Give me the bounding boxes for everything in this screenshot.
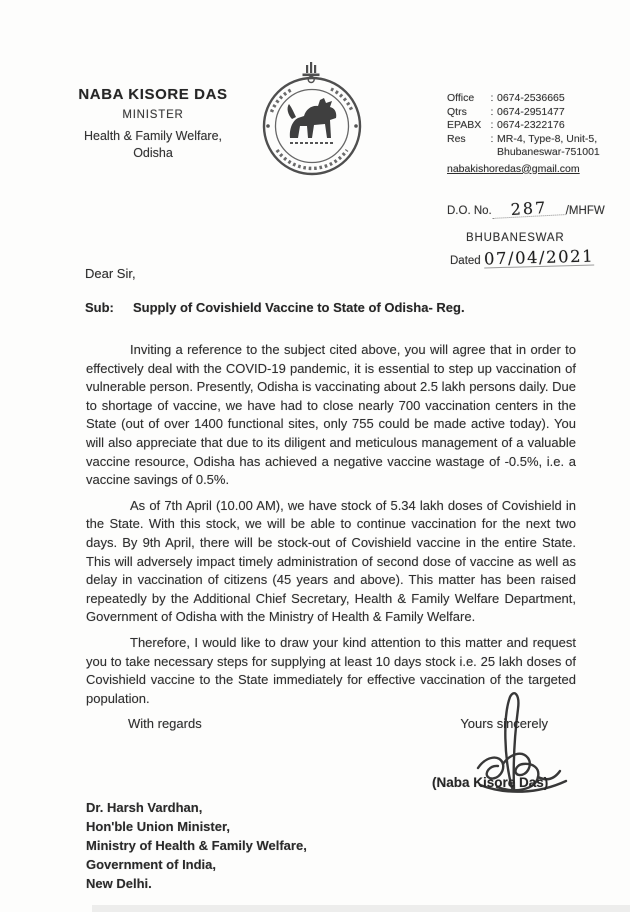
paragraph-1: Inviting a reference to the subject cited above, you will agree that in order to effectively deal with the COVID-19 pandemic, it is essential to step up vaccination of vulnerable person. Presently, Odisha is vaccinating about 2.5 lakh persons daily. Due to shortage of vaccine, we have had to close nearly 700 vaccination centers in the State (out of over 1400 functional sites, only 755 could be made active today). You will also appreciate that due to its diligent and meticulous management of a valuable vaccine resource, Odisha has achieved a negative vaccine wastage of -0.5%, i.e. a vaccine savings of 0.5%. <box>86 342 576 488</box>
salutation: Dear Sir, <box>85 266 136 281</box>
addressee-name: Dr. Harsh Vardhan, <box>86 800 203 815</box>
dated-label: Dated <box>450 255 481 267</box>
do-suffix: /MHFW <box>565 205 605 217</box>
contact-office: Office : 0674-2536665 <box>447 92 565 104</box>
yours-sincerely: Yours sincerely <box>460 716 548 732</box>
subject-line <box>85 300 571 315</box>
odisha-emblem-icon <box>255 58 369 178</box>
sender-department: Health & Family Welfare, <box>83 129 222 143</box>
contact-res-line2: Bhubaneswar-751001 <box>497 146 600 158</box>
sender-title: MINISTER <box>122 109 184 121</box>
dated-line <box>450 246 595 269</box>
letterhead-contact-block <box>447 92 627 175</box>
paragraph-3: Therefore, I would like to draw your kind attention to this matter and request you to take necessary steps for supplying at least 10 days stock i.e. 25 lakh doses of Covishield vaccine to the State immediately for effective vaccination of the targeted population. <box>86 634 576 706</box>
date-handwritten: 07/04/2021 <box>483 246 595 269</box>
letter-body <box>86 341 576 734</box>
signatory-name: (Naba Kisore Das) <box>432 775 549 790</box>
sender-name: NABA KISORE DAS <box>78 86 228 103</box>
addressee-block <box>86 798 307 893</box>
do-number-handwritten: 287 <box>491 199 566 219</box>
subject-text: Supply of Covishield Vaccine to State of Odisha- Reg. <box>133 300 465 315</box>
addressee-city: New Delhi. <box>86 876 152 891</box>
sender-email: nabakishoredas@gmail.com <box>447 162 580 175</box>
addressee-govt: Government of India, <box>86 857 217 872</box>
do-number-line <box>447 198 605 219</box>
scan-artifact <box>92 905 630 912</box>
contact-epabx: EPABX : 0674-2322176 <box>447 119 565 131</box>
contact-qtrs: Qtrs : 0674-2951477 <box>447 105 565 118</box>
paragraph-2: As of 7th April (10.00 AM), we have stock of 5.34 lakh doses of Covishield in the State. With this stock, we will be able to continue vaccination for the next two days. By 9th April, there will be stock-out of Covishield vaccine in the entire State. This will adversely impact timely administration of second dose of vaccine as well as delay in vaccination of citizens (45 years and above). This matter has been raised repeatedly by the Additional Chief Secretary, Health & Family Welfare Department, Government of Odisha with the Ministry of Health & Family Welfare. <box>86 497 576 625</box>
with-regards: With regards <box>128 716 202 732</box>
contact-res: Res : MR-4, Type-8, Unit-5, <box>447 132 598 145</box>
sender-state: Odisha <box>133 146 173 160</box>
subject-label: Sub: <box>85 300 114 315</box>
do-label: D.O. No. <box>447 205 492 217</box>
addressee-title: Hon'ble Union Minister, <box>86 819 230 834</box>
closing-row <box>86 715 576 734</box>
addressee-ministry: Ministry of Health & Family Welfare, <box>86 838 307 853</box>
place-name: BHUBANESWAR <box>466 232 565 244</box>
letterhead-sender-block <box>46 86 260 160</box>
